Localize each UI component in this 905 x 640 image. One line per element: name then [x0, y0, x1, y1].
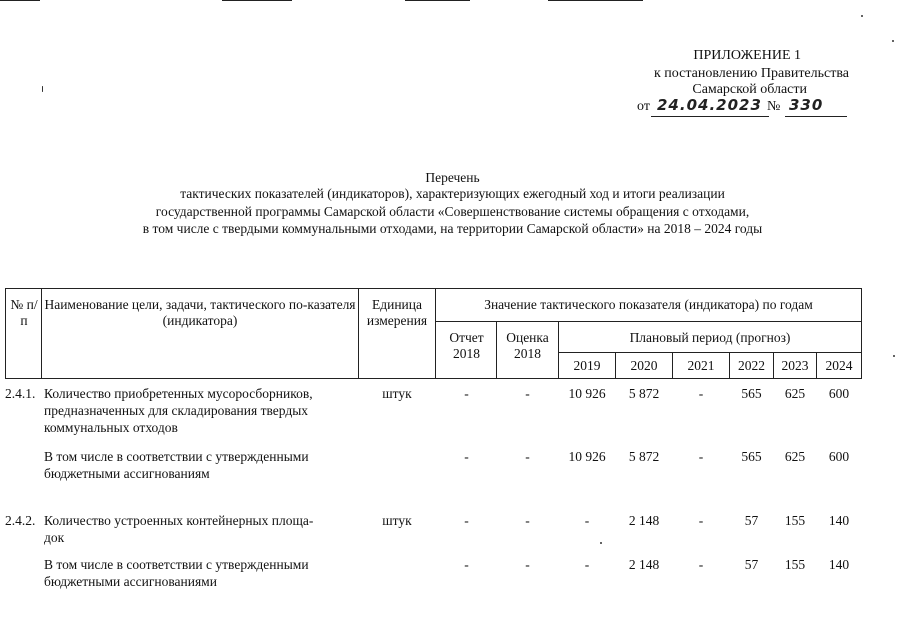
- header-year-2021: 2021: [687, 358, 715, 373]
- value-2021: -: [698, 513, 704, 528]
- value-report: -: [464, 513, 469, 528]
- appendix-title: ПРИЛОЖЕНИЕ 1: [693, 48, 801, 63]
- value-2023: 155: [784, 513, 806, 528]
- row-name-line: док: [44, 530, 65, 545]
- scan-speck: [861, 15, 863, 17]
- heading-line2: тактических показателей (индикаторов), характеризующих ежегодный ход и итоги реализации: [180, 186, 725, 201]
- date-underline: [651, 116, 769, 117]
- appendix-line3: Самарской области: [692, 82, 807, 97]
- row-name-line: предназначенных для складирования твердых: [44, 403, 309, 418]
- value-estimate: -: [525, 386, 530, 401]
- row-unit: штук: [382, 386, 412, 401]
- header-bottom-border: [5, 378, 862, 379]
- value-report: -: [464, 449, 469, 464]
- header-values: Значение тактического показателя (индикатора) по годам: [484, 297, 813, 312]
- header-year-2019: 2019: [573, 358, 601, 373]
- top-scan-line-1: [0, 0, 40, 1]
- header-vline: [41, 288, 42, 379]
- header-year-2020: 2020: [630, 358, 658, 373]
- row-name-line: В том числе в соответствии с утвержденными: [44, 449, 309, 464]
- header-estimate: Оценка 2018: [506, 330, 549, 361]
- header-sub-border-1: [435, 321, 862, 322]
- header-num: № п/п: [10, 297, 38, 328]
- number-handwritten: 330: [789, 96, 824, 114]
- value-2021: -: [698, 386, 704, 401]
- top-scan-line-4: [548, 0, 643, 1]
- number-underline: [785, 116, 847, 117]
- value-2019: -: [584, 513, 590, 528]
- value-2023: 625: [784, 449, 806, 464]
- row-unit: штук: [382, 513, 412, 528]
- value-estimate: -: [525, 513, 530, 528]
- header-name: Наименование цели, задачи, тактического по-казателя (индикатора): [44, 297, 356, 328]
- header-vline: [861, 288, 862, 379]
- row-name-line: Количество приобретенных мусоросборников,: [44, 386, 313, 401]
- value-2024: 600: [828, 386, 850, 401]
- value-2020: 5 872: [628, 386, 660, 401]
- row-number: 2.4.2.: [5, 513, 36, 528]
- value-2024: 140: [828, 557, 850, 572]
- row-name-line: бюджетными ассигнованиям: [44, 466, 210, 481]
- value-2024: 140: [828, 513, 850, 528]
- value-2021: -: [698, 449, 704, 464]
- row-name-line: Количество устроенных контейнерных площа-: [44, 513, 314, 528]
- header-year-2023: 2023: [781, 358, 809, 373]
- scan-speck: [893, 355, 895, 357]
- header-top-border: [5, 288, 862, 289]
- heading-line3: государственной программы Самарской области «Совершенствование системы обращения с отходами,: [155, 204, 750, 219]
- value-2022: 57: [744, 513, 759, 528]
- value-2022: 57: [744, 557, 759, 572]
- value-2022: 565: [741, 449, 762, 464]
- header-vline: [496, 321, 497, 379]
- value-2019: 10 926: [568, 386, 606, 401]
- top-scan-line-2: [222, 0, 292, 1]
- header-year-2022: 2022: [738, 358, 765, 373]
- header-plan: Плановый период (прогноз): [629, 330, 791, 345]
- value-report: -: [464, 386, 469, 401]
- value-2020: 2 148: [628, 557, 660, 572]
- value-2023: 155: [784, 557, 806, 572]
- date-handwritten: 24.04.2023: [657, 96, 762, 114]
- number-prefix: №: [767, 99, 781, 114]
- value-2024: 600: [828, 449, 850, 464]
- row-number: 2.4.1.: [5, 386, 36, 401]
- scan-speck: [600, 542, 602, 544]
- value-2022: 565: [741, 386, 762, 401]
- header-unit: Единица измерения: [366, 297, 428, 328]
- row-name-line: бюджетными ассигнованиями: [44, 574, 217, 589]
- appendix-line2: к постановлению Правительства: [653, 66, 849, 81]
- header-year-2024: 2024: [825, 358, 853, 373]
- heading-line4: в том числе с твердыми коммунальными отходами, на территории Самарской области» на 2018 – 2024 годы: [142, 221, 763, 236]
- heading-title: Перечень: [425, 170, 480, 185]
- scan-speck: [892, 40, 894, 42]
- appendix-date-row: [637, 96, 852, 117]
- value-report: -: [464, 557, 469, 572]
- value-2020: 5 872: [628, 449, 660, 464]
- row-name-line: В том числе в соответствии с утвержденными: [44, 557, 309, 572]
- value-2019: -: [584, 557, 590, 572]
- value-2020: 2 148: [628, 513, 660, 528]
- value-estimate: -: [525, 557, 530, 572]
- row-name-line: коммунальных отходов: [44, 420, 178, 435]
- header-report: Отчет 2018: [449, 330, 484, 361]
- date-prefix: от: [637, 99, 650, 114]
- scan-speck: [42, 86, 43, 92]
- header-vline: [5, 288, 6, 379]
- value-2023: 625: [784, 386, 806, 401]
- value-estimate: -: [525, 449, 530, 464]
- value-2019: 10 926: [568, 449, 606, 464]
- top-scan-line-3: [405, 0, 470, 1]
- value-2021: -: [698, 557, 704, 572]
